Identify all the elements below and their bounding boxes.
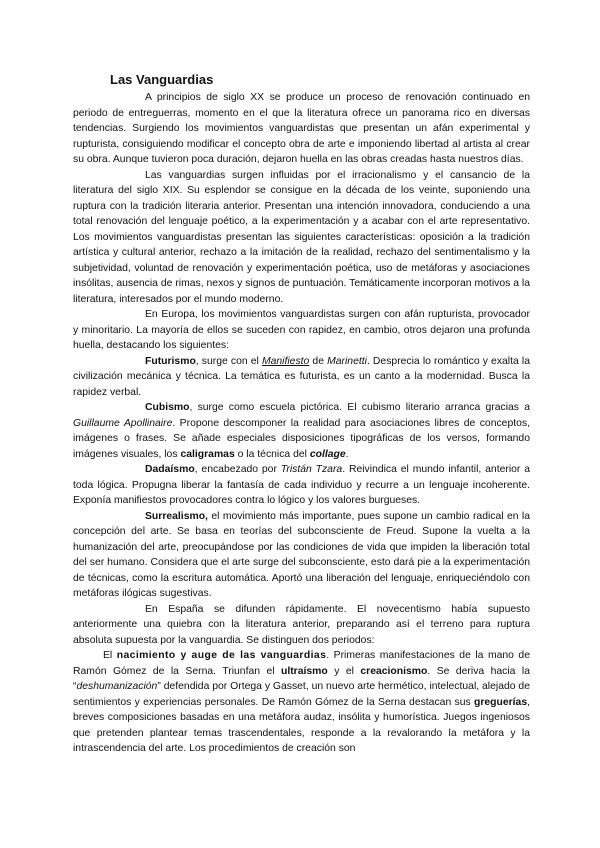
paragraph-futurismo: Futurismo, surge con el Manifiesto de Marinetti. Desprecia lo romántico y exalta la civilización mecánica y técnica. La temática es futurista, es un canto a la modernidad. Busca la rapidez verbal. xyxy=(73,355,530,398)
paragraph-vanguardias: Las vanguardias surgen influidas por el irracionalismo y el cansancio de la literatura del siglo XIX. Su esplendor se consigue en la década de los veinte, suponiendo una ruptura con la tradición literaria anterior. Presentan una intención innovadora, conduciendo a una total renovación del lenguaje poético, a la experimentación y a acabar con el arte representativo. Los movimientos vanguardistas presentan las siguientes características: oposición a la tradición artística y cultural anterior, rechazo a la imitación de la realidad, rechazo del sentimentalismo y la subjetividad, voluntad de renovación y experimentación poética, uso de metáforas y asociaciones insólitas, ausencia de rimas, nexos y signos de puntuación. Temáticamente incorporan motivos a la literatura, interesados por el mundo moderno. xyxy=(73,169,530,305)
paragraph-europa: En Europa, los movimientos vanguardistas surgen con afán rupturista, provocador y minoritario. La mayoría de ellos se suceden con rapidez, en cambio, otros dejaron una profunda huella, destacando los siguientes: xyxy=(73,309,530,351)
author-tzara: Tristán Tzara xyxy=(280,464,343,475)
term-nacimiento-auge: nacimiento y auge de las vanguardias xyxy=(116,650,327,661)
paragraph-surrealismo: Surrealismo, el movimiento más importante, pues supone un cambio radical en la concepción del arte. Se basa en teorías del subconsciente de Freud. Supone la vuelta a la humanización del arte, preocupándose por las condiciones de vida que impiden la liberación total del ser humano. Considera que el arte surge del subconsciente, esto dará pie a la experimentación de técnicas, como la escritura automática. Aportó una liberación del lenguaje, enriqueciéndolo con metáforas ilógicas sugestivas. xyxy=(73,510,530,599)
term-caligramas: caligramas xyxy=(180,448,235,460)
term-collage: collage xyxy=(309,448,346,460)
term-surrealismo: Surrealismo, xyxy=(145,510,208,522)
term-futurismo: Futurismo xyxy=(145,355,196,367)
term-greguerias: greguerías xyxy=(473,696,528,708)
term-dadaismo: Dadaísmo xyxy=(145,464,195,475)
paragraph-intro: A principios de siglo XX se produce un proceso de renovación continuado en periodo de entreguerras, momento en el que la literatura ofrece un panorama rico en diversas tendencias. Surgiendo los movimientos vanguardistas que presentan un afán experimental y rupturista, consiguiendo modificar el concepto obra de arte e imponiendo libertad al artista al crear su obra. Aunque tuvieron poca duración, dejaron huella en las obras creadas hasta nuestros días. xyxy=(73,92,530,165)
term-cubismo: Cubismo xyxy=(145,402,190,413)
term-manifiesto: Manifiesto xyxy=(261,355,310,367)
paragraph-cubismo: Cubismo, surge como escuela pictórica. El cubismo literario arranca gracias a Guillaume Apollinaire. Propone descomponer la realidad para asociaciones libres de conceptos, imágenes o frases. Se añade especiales disposiciones tipográficas de los versos, formando imágenes visuales, los caligramas o la técnica del collage. xyxy=(73,402,530,460)
term-creacionismo: creacionismo xyxy=(360,665,428,677)
paragraph-espana: En España se difunden rápidamente. El novecentismo había supuesto anteriormente una quiebra con la literatura anterior, preparando así el terreno para ruptura absoluta supuesta por la vanguardia. Se distinguen dos periodos: xyxy=(73,603,530,646)
author-marinetti: Marinetti xyxy=(327,355,367,367)
author-apollinaire: Guillaume Apollinaire xyxy=(73,417,173,429)
term-ultraismo: ultraísmo xyxy=(280,665,328,677)
document-title: Las Vanguardias xyxy=(110,72,214,87)
term-deshumanizacion: deshumanización xyxy=(76,681,158,692)
paragraph-dadaismo: Dadaísmo, encabezado por Tristán Tzara. Reivindica el mundo infantil, anterior a toda lógica. Propugna liberar la fantasía de cada individuo y recurre a un lenguaje incoherente. Exponía manifiestos provocadores contra lo lógico y los valores burgueses. xyxy=(73,464,531,506)
paragraph-periodos: El nacimiento y auge de las vanguardias. Primeras manifestaciones de la mano de Ramón Gómez de la Serna. Triunfan el ultraísmo y el creacionismo. Se deriva hacia la “deshumanización” defendida por Ortega y Gasset, un nuevo arte hermético, intelectual, alejado de sentimientos y experiencias personales. De Ramón Gómez de la Serna destacan sus greguerías, breves composiciones basadas en una metáfora audaz, insólita y humorística. Juegos ingeniosos que pretenden plantear temas trascendentales, responde a la revalorando la metáfora y la intrascendencia del arte. Los procedimientos de creación son xyxy=(73,650,530,754)
